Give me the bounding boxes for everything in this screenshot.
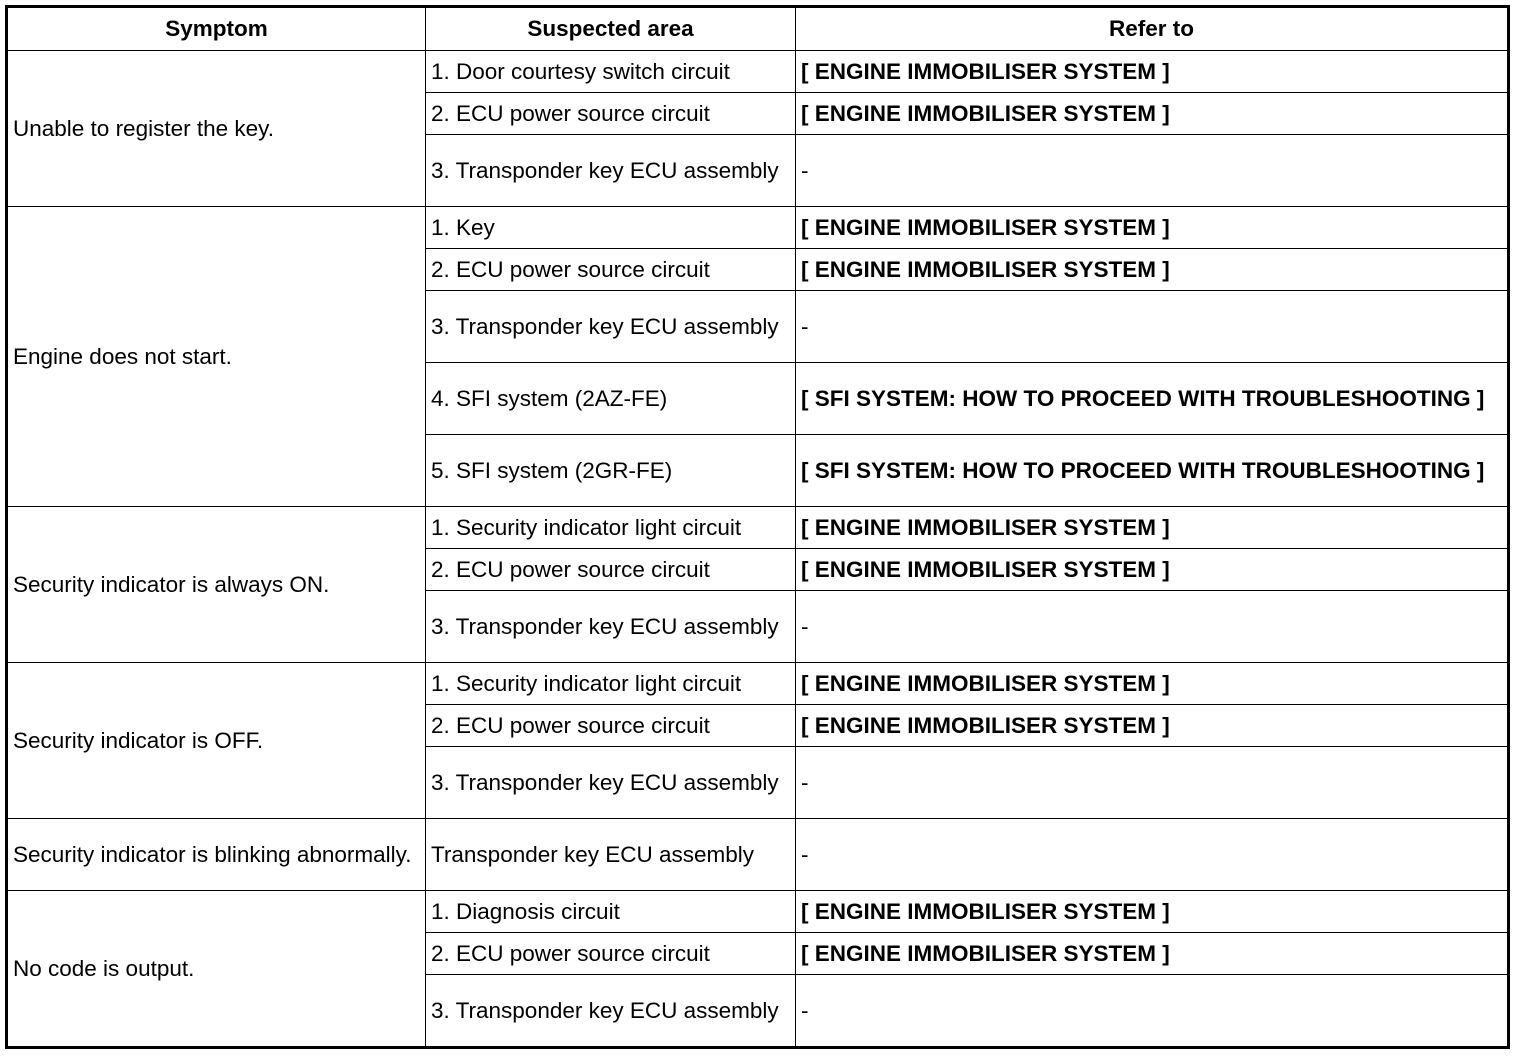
header-suspected-area: Suspected area [426,7,796,51]
refer-to-cell: [ ENGINE IMMOBILISER SYSTEM ] [796,51,1509,93]
suspected-area-cell: 2. ECU power source circuit [426,933,796,975]
table-row [7,507,1509,549]
table-body [7,51,1509,1048]
suspected-area-cell: 2. ECU power source circuit [426,249,796,291]
suspected-area-cell: 1. Key [426,207,796,249]
table-row [7,663,1509,705]
symptom-cell: Unable to register the key. [7,51,426,207]
suspected-area-cell: 1. Security indicator light circuit [426,663,796,705]
refer-to-cell: [ SFI SYSTEM: HOW TO PROCEED WITH TROUBLESHOOTING ] [796,363,1509,435]
table-container [5,5,1510,1049]
suspected-area-cell: 2. ECU power source circuit [426,93,796,135]
symptom-cell: Security indicator is always ON. [7,507,426,663]
refer-to-cell: [ ENGINE IMMOBILISER SYSTEM ] [796,93,1509,135]
refer-to-cell: [ ENGINE IMMOBILISER SYSTEM ] [796,705,1509,747]
suspected-area-cell: 3. Transponder key ECU assembly [426,975,796,1048]
suspected-area-cell: 2. ECU power source circuit [426,705,796,747]
refer-to-cell: [ ENGINE IMMOBILISER SYSTEM ] [796,507,1509,549]
refer-to-cell: - [796,591,1509,663]
refer-to-cell: [ ENGINE IMMOBILISER SYSTEM ] [796,249,1509,291]
suspected-area-cell: 1. Security indicator light circuit [426,507,796,549]
refer-to-cell: [ ENGINE IMMOBILISER SYSTEM ] [796,549,1509,591]
suspected-area-cell: 1. Door courtesy switch circuit [426,51,796,93]
symptom-table [5,5,1510,1049]
symptom-cell: Security indicator is OFF. [7,663,426,819]
symptom-cell: Engine does not start. [7,207,426,507]
refer-to-cell: - [796,975,1509,1048]
header-row [7,7,1509,51]
table-row [7,207,1509,249]
suspected-area-cell: 3. Transponder key ECU assembly [426,135,796,207]
suspected-area-cell: 1. Diagnosis circuit [426,891,796,933]
suspected-area-cell: 5. SFI system (2GR-FE) [426,435,796,507]
refer-to-cell: - [796,291,1509,363]
suspected-area-cell: Transponder key ECU assembly [426,819,796,891]
refer-to-cell: - [796,135,1509,207]
suspected-area-cell: 3. Transponder key ECU assembly [426,747,796,819]
refer-to-cell: [ ENGINE IMMOBILISER SYSTEM ] [796,891,1509,933]
header-symptom: Symptom [7,7,426,51]
header-refer-to: Refer to [796,7,1509,51]
suspected-area-cell: 3. Transponder key ECU assembly [426,291,796,363]
table-row [7,819,1509,891]
suspected-area-cell: 4. SFI system (2AZ-FE) [426,363,796,435]
refer-to-cell: [ SFI SYSTEM: HOW TO PROCEED WITH TROUBLESHOOTING ] [796,435,1509,507]
table-row [7,891,1509,933]
table-row [7,51,1509,93]
refer-to-cell: [ ENGINE IMMOBILISER SYSTEM ] [796,207,1509,249]
suspected-area-cell: 3. Transponder key ECU assembly [426,591,796,663]
refer-to-cell: [ ENGINE IMMOBILISER SYSTEM ] [796,663,1509,705]
refer-to-cell: - [796,747,1509,819]
refer-to-cell: [ ENGINE IMMOBILISER SYSTEM ] [796,933,1509,975]
symptom-cell: Security indicator is blinking abnormally. [7,819,426,891]
refer-to-cell: - [796,819,1509,891]
symptom-cell: No code is output. [7,891,426,1048]
suspected-area-cell: 2. ECU power source circuit [426,549,796,591]
